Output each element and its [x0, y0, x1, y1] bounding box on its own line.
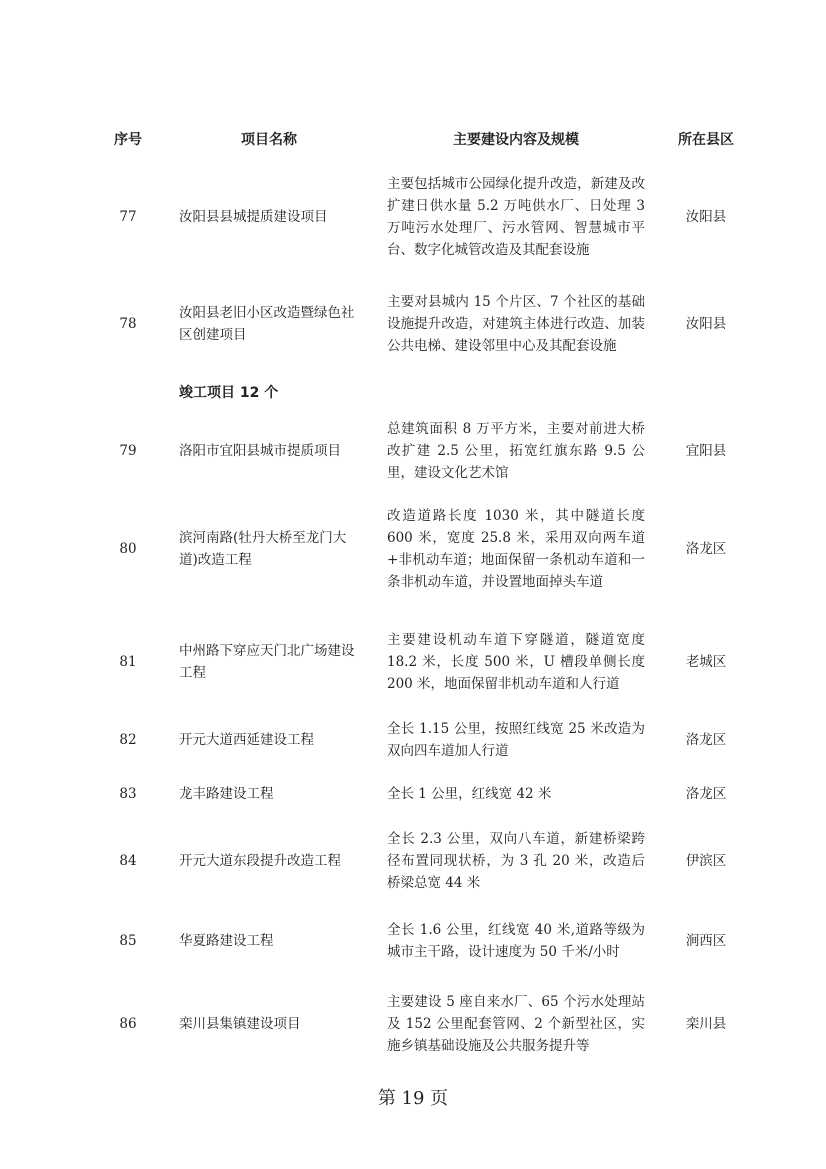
- project-county: 汝阳县: [685, 209, 727, 225]
- project-content: 全长 2.3 公里，双向八车道，新建桥梁跨径布置同现状桥，为 3 孔 20 米，改造后桥梁总宽 44 米: [387, 831, 645, 891]
- project-content: 主要对县城内 15 个片区、7 个社区的基础设施提升改造，对建筑主体进行改造、加装公共电梯、建设邻里中心及其配套设施: [387, 294, 645, 354]
- table-row: [0, 828, 826, 894]
- row-number: 82: [119, 732, 137, 748]
- header-name: 项目名称: [241, 132, 297, 148]
- project-county: 伊滨区: [685, 853, 727, 869]
- project-county: 老城区: [685, 654, 727, 670]
- table-row: [0, 494, 826, 604]
- project-content: 改造道路长度 1030 米，其中隧道长度 600 米，宽度 25.8 米，采用双向两车道+非机动车道；地面保留一条机动车道和一条非机动车道，并设置地面掉头车道: [387, 508, 645, 590]
- project-content: 全长 1 公里，红线宽 42 米: [387, 786, 552, 802]
- project-name: 洛阳市宜阳县城市提质项目: [179, 443, 341, 459]
- header-content: 主要建设内容及规模: [453, 132, 579, 148]
- project-content: 主要包括城市公园绿化提升改造，新建及改扩建日供水量 5.2 万吨供水厂、日处理 3 万吨污水处理厂、污水管网、智慧城市平台、数字化城管改造及其配套设施: [387, 176, 645, 258]
- project-name: 华夏路建设工程: [179, 933, 274, 949]
- row-number: 79: [119, 443, 137, 459]
- project-name: 汝阳县老旧小区改造暨绿色社区创建项目: [179, 305, 355, 343]
- row-number: 80: [119, 541, 137, 557]
- row-number: 84: [119, 853, 137, 869]
- project-content: 主要建设机动车道下穿隧道，隧道宽度 18.2 米，长度 500 米，U 槽段单侧长度 200 米，地面保留非机动车道和人行道: [387, 632, 645, 692]
- project-content: 总建筑面积 8 万平方米，主要对前进大桥改扩建 2.5 公里，拓宽红旗东路 9.5 公里，建设文化艺术馆: [387, 421, 645, 481]
- project-name: 汝阳县县城提质建设项目: [179, 209, 328, 225]
- project-name: 开元大道西延建设工程: [179, 732, 314, 748]
- table-row: [0, 783, 826, 805]
- row-number: 86: [119, 1016, 137, 1032]
- project-name: 龙丰路建设工程: [179, 786, 274, 802]
- project-county: 洛龙区: [685, 541, 727, 557]
- table-row: [0, 980, 826, 1068]
- project-content: 全长 1.6 公里，红线宽 40 米,道路等级为城市主干路，设计速度为 50 千米/小时: [387, 922, 645, 960]
- project-county: 洛龙区: [685, 786, 727, 802]
- table-row: [0, 718, 826, 762]
- row-number: 78: [119, 316, 137, 332]
- table-row: [0, 618, 826, 706]
- row-number: 81: [119, 654, 137, 670]
- project-county: 宜阳县: [685, 443, 727, 459]
- row-number: 85: [119, 933, 137, 949]
- project-county: 汝阳县: [685, 316, 727, 332]
- project-name: 开元大道东段提升改造工程: [179, 853, 341, 869]
- project-name: 中州路下穿应天门北广场建设工程: [179, 643, 355, 681]
- table-row: [0, 280, 826, 368]
- project-county: 洛龙区: [685, 732, 727, 748]
- project-county: 涧西区: [685, 933, 727, 949]
- project-name: 滨河南路(牡丹大桥至龙门大道)改造工程: [179, 530, 347, 568]
- project-county: 栾川县: [685, 1016, 727, 1032]
- section-title: 竣工项目 12 个: [179, 385, 279, 401]
- row-number: 77: [119, 209, 137, 225]
- table-row: [0, 418, 826, 484]
- project-content: 全长 1.15 公里，按照红线宽 25 米改造为双向四车道加人行道: [387, 721, 645, 759]
- page-number: 第 19 页: [377, 1088, 449, 1109]
- project-name: 栾川县集镇建设项目: [179, 1016, 301, 1032]
- header-no: 序号: [114, 132, 142, 148]
- table-row: [0, 908, 826, 974]
- table-row: [0, 162, 826, 272]
- project-content: 主要建设 5 座自来水厂、65 个污水处理站及 152 公里配套管网、2 个新型社区，实施乡镇基础设施及公共服务提升等: [387, 994, 645, 1054]
- row-number: 83: [119, 786, 137, 802]
- header-county: 所在县区: [678, 132, 734, 148]
